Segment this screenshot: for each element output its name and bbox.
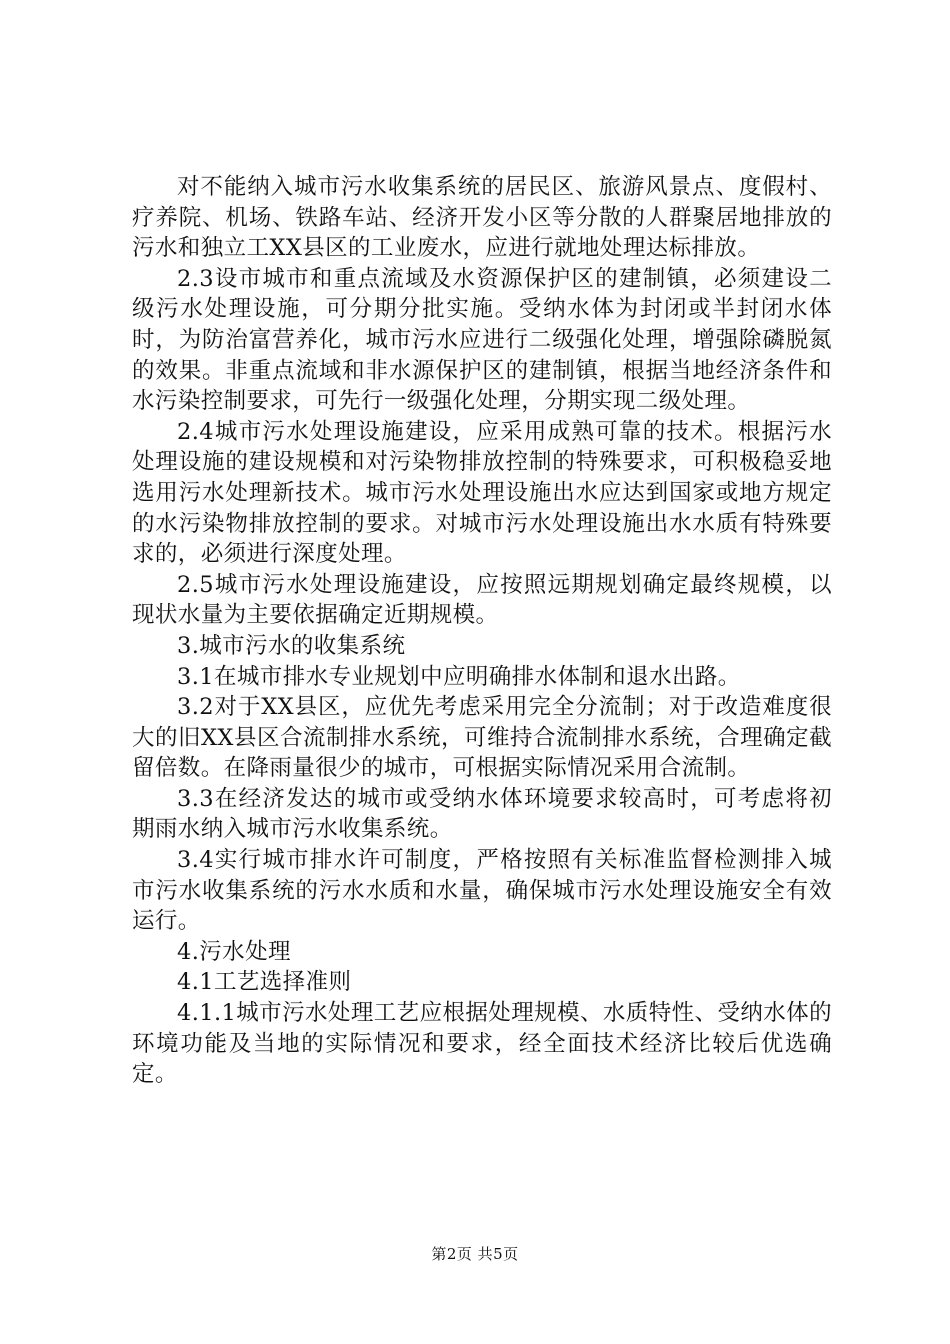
paragraph: 3.2对于XX县区，应优先考虑采用完全分流制；对于改造难度很大的旧XX县区合流制排水系统，可维持合流制排水系统，合理确定截留倍数。在降雨量很少的城市，可根据实际情况采用合流制。 [132,694,832,782]
paragraph: 3.1在城市排水专业规划中应明确排水体制和退水出路。 [177,663,741,690]
paragraph: 3.3在经济发达的城市或受纳水体环境要求较高时，可考虑将初期雨水纳入城市污水收集系统。 [132,785,832,843]
section-heading: 4.污水处理 [177,938,291,965]
paragraph: 2.4城市污水处理设施建设，应采用成熟可靠的技术。根据污水处理设施的建设规模和对污染物排放控制的特殊要求，可积极稳妥地选用污水处理新技术。城市污水处理设施出水应达到国家或地方规定的水污染物排放控制的要求。对城市污水处理设施出水水质有特殊要求的，必须进行深度处理。 [132,418,832,568]
section-heading: 3.城市污水的收集系统 [177,632,406,659]
subsection-heading: 4.1工艺选择准则 [177,969,352,996]
paragraph: 4.1.1城市污水处理工艺应根据处理规模、水质特性、受纳水体的环境功能及当地的实际情况和要求，经全面技术经济比较后优选确定。 [132,1000,832,1088]
paragraph: 对不能纳入城市污水收集系统的居民区、旅游风景点、度假村、疗养院、机场、铁路车站、经济开发小区等分散的人群聚居地排放的污水和独立工XX县区的工业废水，应进行就地处理达标排放。 [132,174,832,262]
paragraph: 2.3设市城市和重点流域及水资源保护区的建制镇，必须建设二级污水处理设施，可分期分批实施。受纳水体为封闭或半封闭水体时，为防治富营养化，城市污水应进行二级强化处理，增强除磷脱氮的效果。非重点流域和非水源保护区的建制镇，根据当地经济条件和水污染控制要求，可先行一级强化处理，分期实现二级处理。 [132,265,832,415]
paragraph: 2.5城市污水处理设施建设，应按照远期规划确定最终规模，以现状水量为主要依据确定近期规模。 [132,571,832,629]
document-body [132,172,832,1090]
paragraph: 3.4实行城市排水许可制度，严格按照有关标准监督检测排入城市污水收集系统的污水水质和水量，确保城市污水处理设施安全有效运行。 [132,847,832,935]
page-number-footer: 第2页 共5页 [431,1245,519,1263]
